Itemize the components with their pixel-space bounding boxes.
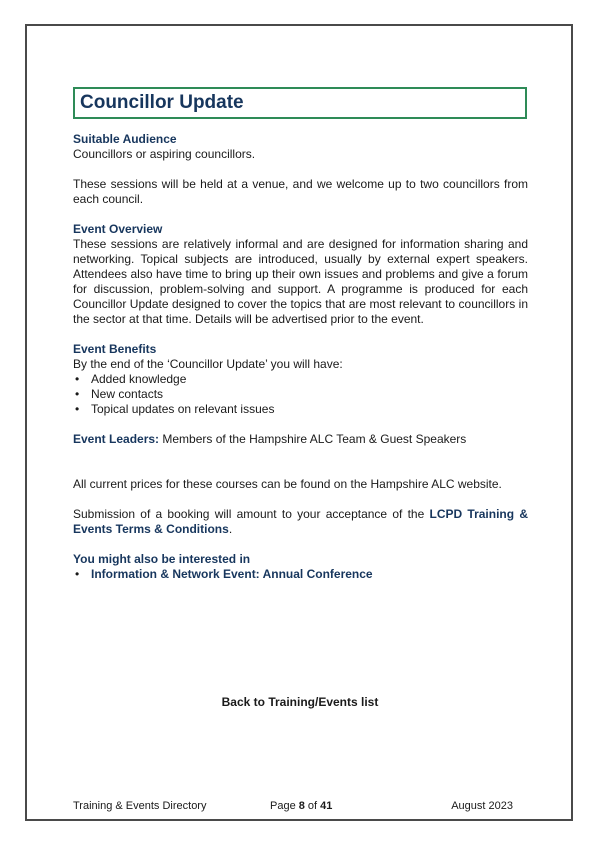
footer-left: Training & Events Directory [73, 800, 207, 812]
list-item [73, 567, 528, 582]
annual-conference-link[interactable]: Information & Network Event: Annual Conference [91, 567, 373, 581]
page-title: Councillor Update [80, 92, 244, 113]
title-box [73, 87, 527, 119]
bullet-icon: • [75, 567, 80, 581]
content-body [73, 132, 528, 582]
page-number: Page 8 of 41 [270, 800, 333, 812]
leaders-label: Event Leaders: [73, 432, 160, 446]
audience-heading: Suitable Audience [73, 132, 177, 146]
terms-link[interactable]: LCPD Training & Events Terms & Conditions [73, 507, 529, 536]
also-interested-list [73, 567, 528, 582]
also-interested-heading: You might also be interested in [73, 552, 251, 566]
bullet-icon: • [75, 402, 80, 416]
prices-text: All current prices for these courses can be found on the Hampshire ALC website. [73, 477, 502, 491]
venue-text: These sessions will be held at a venue, and we welcome up to two councillors from each council. [73, 177, 528, 206]
list-item: • Added knowledge [75, 372, 187, 386]
benefits-intro: By the end of the ‘Councillor Update’ you will have: [73, 357, 343, 371]
footer-date: August 2023 [451, 800, 513, 812]
page-footer [73, 800, 513, 812]
list-item: • Topical updates on relevant issues [75, 402, 275, 416]
audience-text: Councillors or aspiring councillors. [73, 147, 256, 161]
bullet-icon: • [75, 372, 80, 386]
list-item: • New contacts [75, 387, 164, 401]
overview-heading: Event Overview [73, 222, 163, 236]
leaders-text: Members of the Hampshire ALC Team & Guest Speakers [159, 432, 467, 446]
overview-text: These sessions are relatively informal and are designed for information sharing and networking. Topical subjects are introduced, usually by external expert speakers. Attendees also have time to bring up their own issues and problems and give a forum for discussion, problem-solving and support. A programme is produced for each Councillor Update designed to cover the topics that are most relevant to councillors in the sector at that time. Details will be advertised prior to the event. [73, 237, 528, 326]
benefits-heading: Event Benefits [73, 342, 157, 356]
event-leaders [73, 432, 528, 447]
back-to-list-link[interactable]: Back to Training/Events list [221, 695, 379, 709]
bullet-icon: • [75, 387, 80, 401]
submission-text: Submission of a booking will amount to your acceptance of the LCPD Training & Events Terms & Conditions. [73, 507, 529, 536]
benefits-list [73, 372, 528, 417]
